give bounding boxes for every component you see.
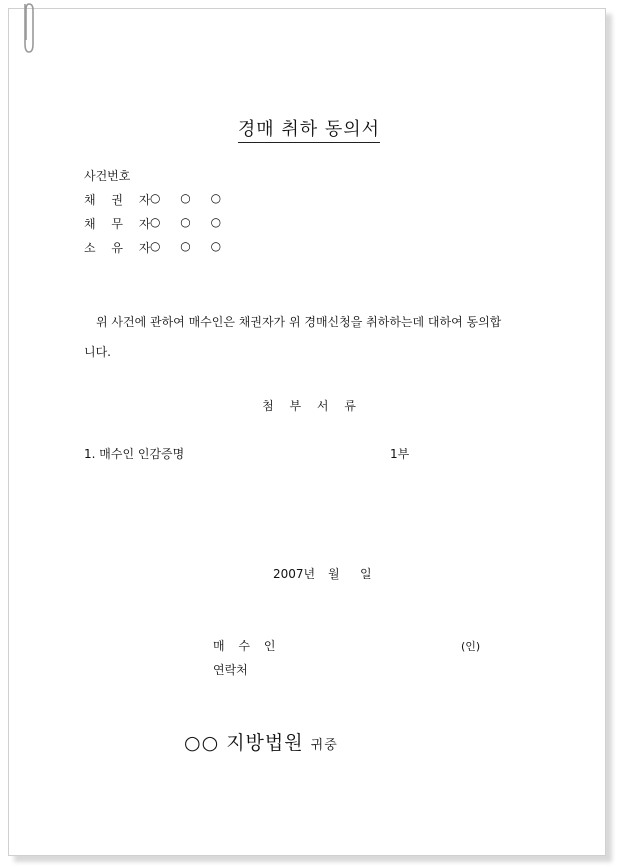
party-label-creditor: 채 권 자 bbox=[84, 193, 157, 207]
court-name-text: ○○ 지방법원 bbox=[184, 732, 304, 754]
contact-label: 연락처 bbox=[213, 663, 248, 677]
document-title: 경매 취하 동의서 bbox=[0, 115, 618, 141]
seal-mark: (인) bbox=[461, 640, 481, 653]
body-text-line2: 니다. bbox=[84, 345, 111, 359]
party-label-owner: 소 유 자 bbox=[84, 241, 157, 255]
signer-label: 매 수 인 bbox=[213, 639, 281, 653]
attachment-item: 1. 매수인 인감증명 bbox=[84, 447, 185, 461]
case-number-label: 사건번호 bbox=[84, 169, 131, 183]
attachments-heading: 첨 부 서 류 bbox=[262, 399, 356, 413]
date-day: 일 bbox=[360, 567, 372, 581]
date-month: 월 bbox=[328, 567, 340, 581]
party-value-creditor: ○ ○ ○ bbox=[150, 191, 230, 205]
party-value-debtor: ○ ○ ○ bbox=[150, 215, 230, 229]
court-suffix: 귀중 bbox=[310, 738, 338, 753]
attachment-count: 1부 bbox=[390, 447, 410, 461]
party-label-debtor: 채 무 자 bbox=[84, 217, 157, 231]
date-year: 2007년 bbox=[273, 567, 316, 581]
paperclip-icon bbox=[20, 0, 36, 56]
court-name bbox=[184, 728, 338, 755]
body-text-line1: 위 사건에 관하여 매수인은 채권자가 위 경매신청을 취하하는데 대하여 동의합 bbox=[96, 315, 502, 329]
party-value-owner: ○ ○ ○ bbox=[150, 239, 230, 253]
